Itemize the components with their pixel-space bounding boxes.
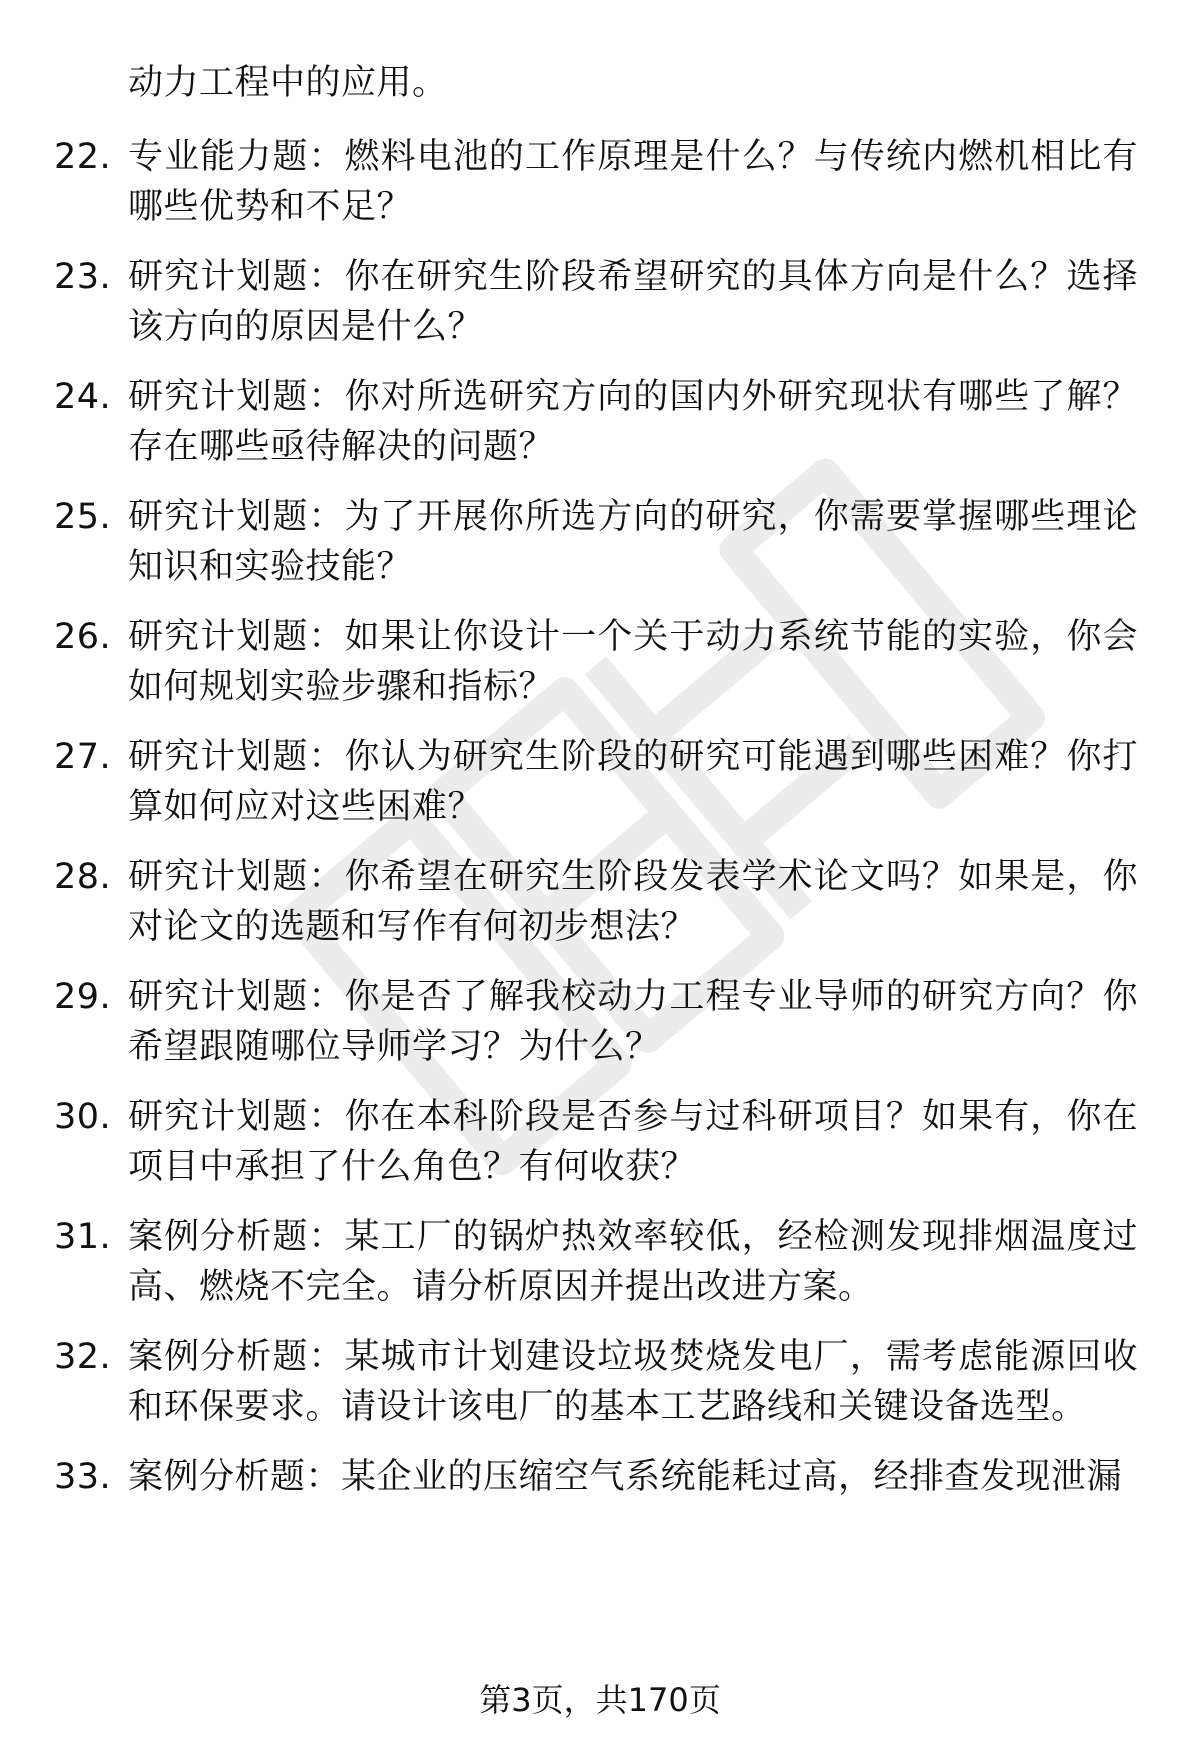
item-number: 30.	[54, 1097, 112, 1137]
item-number: 25.	[54, 497, 112, 537]
item-text: 研究计划题：你希望在研究生阶段发表学术论文吗？如果是，你对论文的选题和写作有何初步想法？	[128, 857, 1138, 947]
item-text: 专业能力题：燃料电池的工作原理是什么？与传统内燃机相比有哪些优势和不足？	[128, 137, 1138, 227]
item-number: 27.	[54, 737, 112, 777]
item-text: 研究计划题：你在本科阶段是否参与过科研项目？如果有，你在项目中承担了什么角色？有何收获？	[128, 1097, 1138, 1187]
item-text: 研究计划题：你对所选研究方向的国内外研究现状有哪些了解？存在哪些亟待解决的问题？	[128, 377, 1138, 467]
item-text: 研究计划题：为了开展你所选方向的研究，你需要掌握哪些理论知识和实验技能？	[128, 497, 1138, 587]
item-text: 研究计划题：你是否了解我校动力工程专业导师的研究方向？你希望跟随哪位导师学习？为什么？	[128, 977, 1138, 1067]
item-text: 研究计划题：如果让你设计一个关于动力系统节能的实验，你会如何规划实验步骤和指标？	[128, 617, 1138, 707]
page-number-label: 第3页，共170页	[479, 1681, 721, 1719]
item-text: 研究计划题：你认为研究生阶段的研究可能遇到哪些困难？你打算如何应对这些困难？	[128, 737, 1138, 827]
item-text: 案例分析题：某企业的压缩空气系统能耗过高，经排查发现泄漏	[128, 1457, 1123, 1497]
continuation-text: 动力工程中的应用。	[128, 63, 448, 103]
item-number: 33.	[54, 1457, 112, 1497]
item-number: 24.	[54, 377, 112, 417]
item-number: 31.	[54, 1217, 112, 1257]
item-number: 28.	[54, 857, 112, 897]
item-number: 26.	[54, 617, 112, 657]
item-number: 29.	[54, 977, 112, 1017]
item-number: 32.	[54, 1337, 112, 1377]
item-text: 案例分析题：某城市计划建设垃圾焚烧发电厂，需考虑能源回收和环保要求。请设计该电厂的基本工艺路线和关键设备选型。	[128, 1337, 1138, 1427]
item-number: 22.	[54, 137, 112, 177]
item-number: 23.	[54, 257, 112, 297]
item-text: 研究计划题：你在研究生阶段希望研究的具体方向是什么？选择该方向的原因是什么？	[128, 257, 1138, 347]
item-text: 案例分析题：某工厂的锅炉热效率较低，经检测发现排烟温度过高、燃烧不完全。请分析原因并提出改进方案。	[128, 1217, 1138, 1307]
page-footer	[0, 1680, 1200, 1720]
